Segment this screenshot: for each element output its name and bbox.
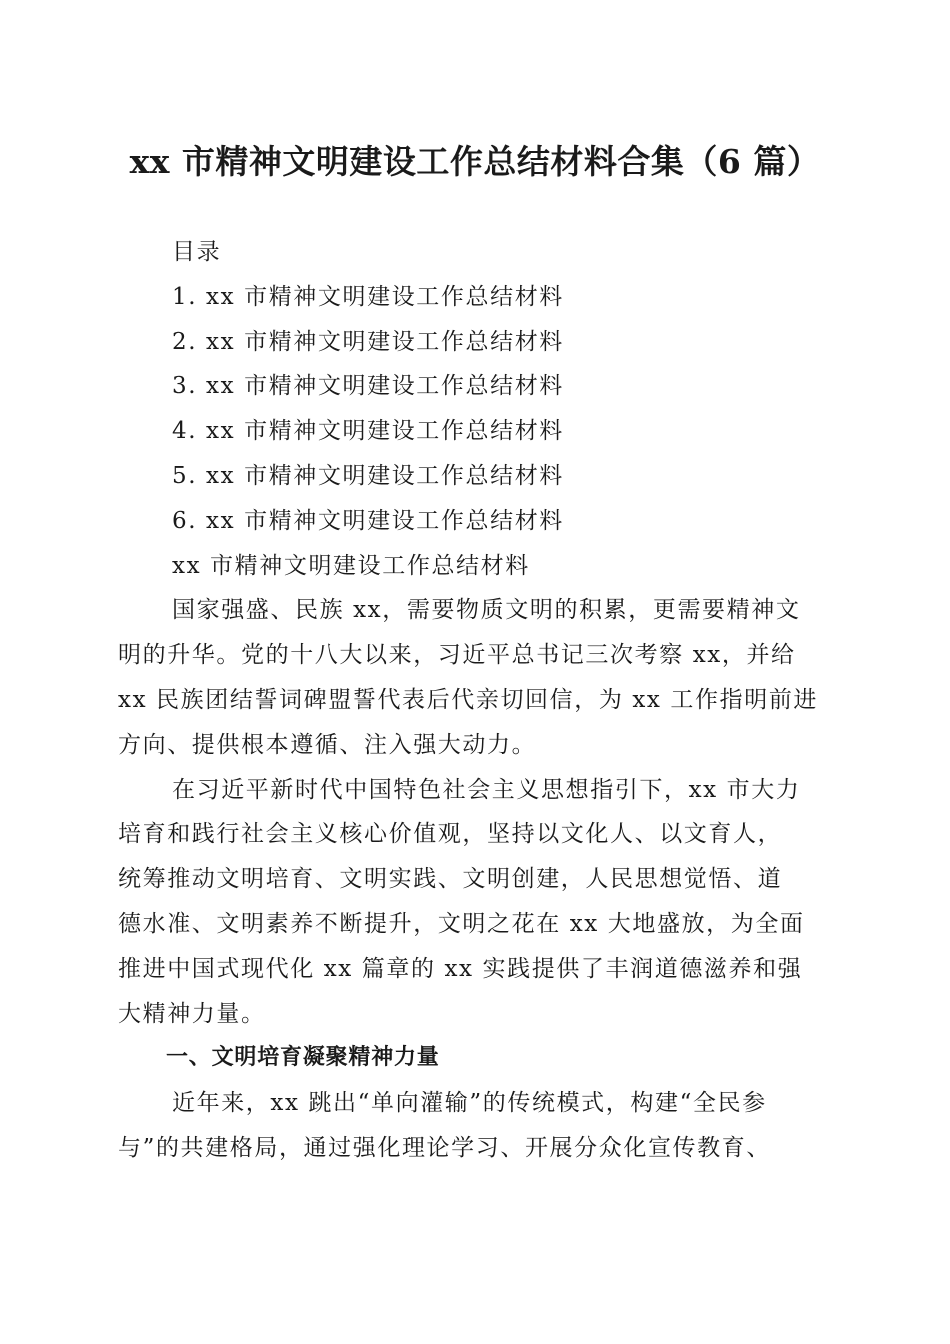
paragraph-2 bbox=[118, 768, 830, 1037]
paragraph-line: 国家强盛、民族 xx，需要物质文明的积累，更需要精神文 bbox=[172, 597, 801, 624]
paragraph-line: 方向、提供根本遵循、注入强大动力。 bbox=[118, 731, 537, 758]
document-title: xx 市精神文明建设工作总结材料合集（6 篇） bbox=[129, 142, 821, 181]
toc-item: 3. xx 市精神文明建设工作总结材料 bbox=[172, 373, 564, 400]
toc-heading: 目录 bbox=[172, 239, 222, 265]
toc-item: 5. xx 市精神文明建设工作总结材料 bbox=[172, 462, 564, 489]
toc-item: 6. xx 市精神文明建设工作总结材料 bbox=[172, 507, 564, 534]
paragraph-line: 统筹推动文明培育、文明实践、文明创建，人民思想觉悟、道 bbox=[118, 866, 783, 893]
toc-item: 1. xx 市精神文明建设工作总结材料 bbox=[172, 283, 564, 310]
paragraph-line: 培育和践行社会主义核心价值观，坚持以文化人、以文育人， bbox=[118, 821, 783, 848]
paragraph-line: 与”的共建格局，通过强化理论学习、开展分众化宣传教育、 bbox=[118, 1134, 771, 1161]
document-body bbox=[118, 230, 830, 1171]
toc-item: 2. xx 市精神文明建设工作总结材料 bbox=[172, 328, 564, 355]
paragraph-line: 德水准、文明素养不断提升，文明之花在 xx 大地盛放，为全面 bbox=[118, 910, 805, 937]
paragraph-line: 大精神力量。 bbox=[118, 1000, 266, 1027]
paragraph-line: 近年来，xx 跳出“单向灌输”的传统模式，构建“全民参 bbox=[172, 1090, 767, 1117]
article-title: xx 市精神文明建设工作总结材料 bbox=[172, 552, 530, 579]
toc-item: 4. xx 市精神文明建设工作总结材料 bbox=[172, 418, 564, 445]
paragraph-line: 在习近平新时代中国特色社会主义思想指引下，xx 市大力 bbox=[172, 776, 801, 803]
section-heading: 一、文明培育凝聚精神力量 bbox=[166, 1045, 440, 1071]
paragraph-3 bbox=[118, 1081, 830, 1171]
paragraph-line: xx 民族团结誓词碑盟誓代表后代亲切回信，为 xx 工作指明前进 bbox=[118, 686, 819, 713]
paragraph-line: 推进中国式现代化 xx 篇章的 xx 实践提供了丰润道德滋养和强 bbox=[118, 955, 803, 982]
paragraph-line: 明的升华。党的十八大以来，习近平总书记三次考察 xx，并给 bbox=[118, 642, 796, 669]
paragraph-1 bbox=[118, 588, 830, 767]
